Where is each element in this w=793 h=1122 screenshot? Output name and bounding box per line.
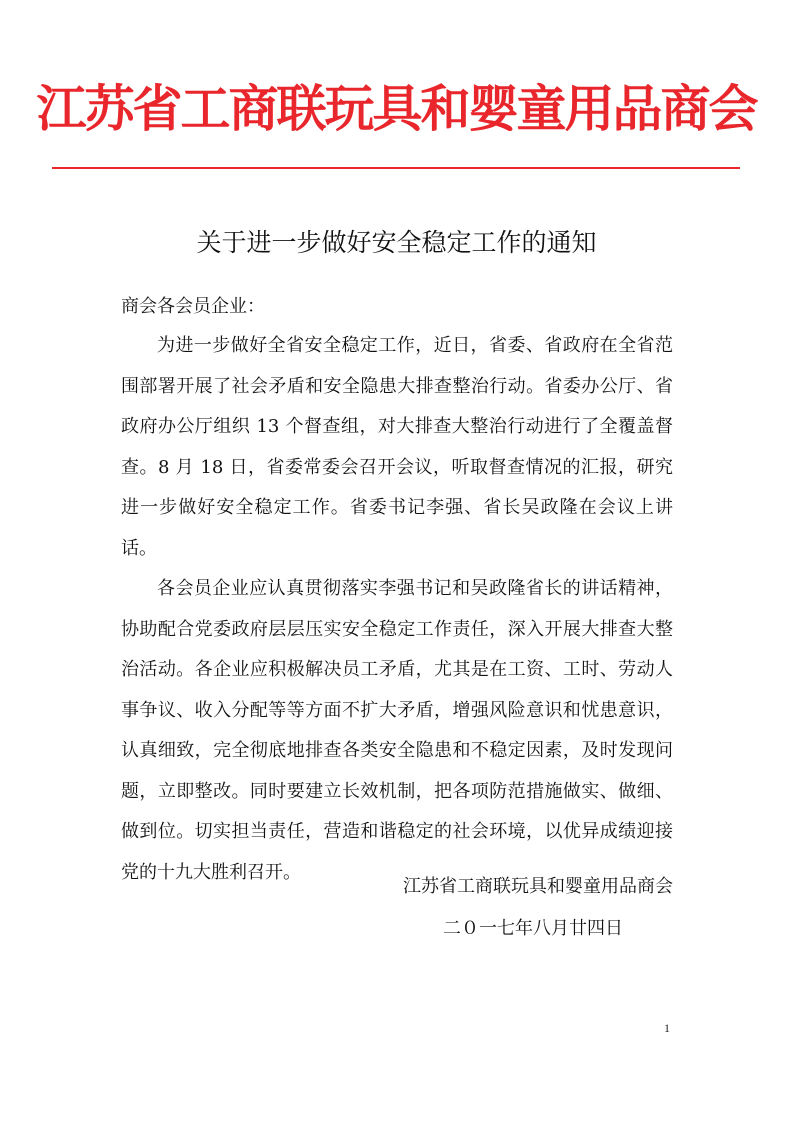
salutation: 商会各会员企业：: [121, 296, 265, 317]
signature-date: 二０一七年八月廿四日: [443, 918, 623, 939]
document-title: 关于进一步做好安全稳定工作的通知: [196, 228, 597, 257]
letterhead-divider: [52, 167, 740, 169]
body-paragraph-2: 各会员企业应认真贯彻落实李强书记和吴政隆省长的讲话精神，协助配合党委政府层层压实安全稳定工作责任，深入开展大排查大整治活动。各企业应积极解决员工矛盾，尤其是在工资、工时、劳动人事争议、收入分配等等方面不扩大矛盾，增强风险意识和忧患意识，认真细致，完全彻底地排查各类安全隐患和不稳定因素，及时发现问题，立即整改。同时要建立长效机制，把各项防范措施做实、做细、做到位。切实担当责任，营造和谐稳定的社会环境，以优异成绩迎接党的十九大胜利召开。: [121, 578, 673, 883]
document-body: [121, 326, 673, 893]
body-paragraph-1: 为进一步做好全省安全稳定工作，近日，省委、省政府在全省范围部署开展了社会矛盾和安全隐患大排查整治行动。省委办公厅、省政府办公厅组织 13 个督查组，对大排查大整治行动进行了全覆盖督查。8 月 18 日，省委常委会召开会议，听取督查情况的汇报，研究进一步做好安全稳定工作。省委书记李强、省长吴政隆在会议上讲话。: [121, 335, 673, 559]
page-number: 1: [664, 1021, 670, 1035]
letterhead-title: 江苏省工商联玩具和婴童用品商会: [36, 79, 757, 138]
signature-organization: 江苏省工商联玩具和婴童用品商会: [403, 876, 673, 897]
